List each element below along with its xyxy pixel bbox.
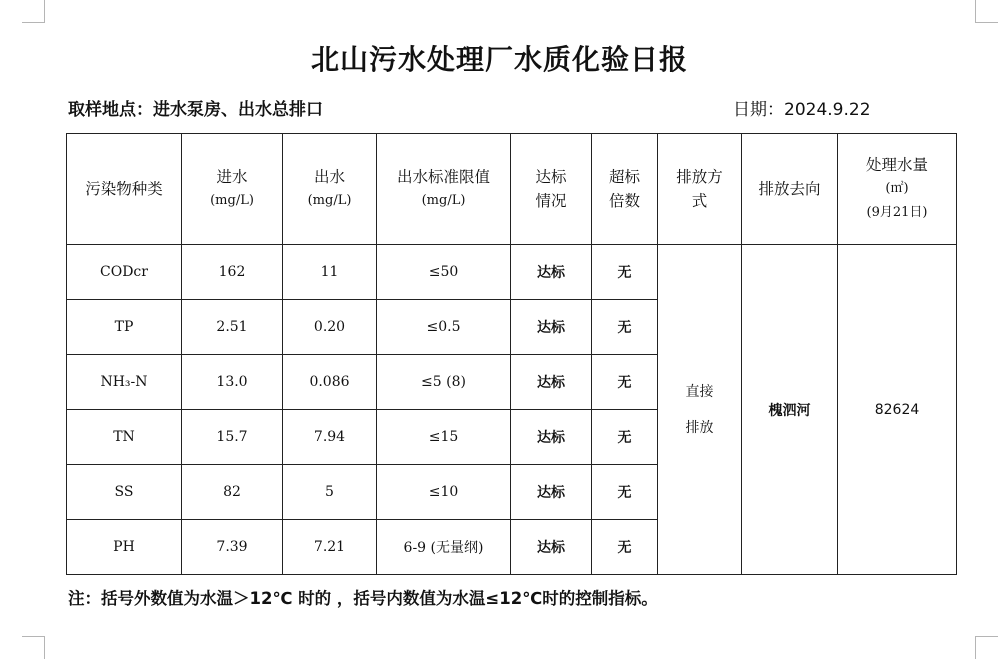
cell-influent: 162: [182, 245, 283, 300]
header-influent: 进水 (mg/L): [182, 134, 283, 245]
crop-mark-top-right: [975, 0, 998, 23]
cell-pollutant: TN: [67, 410, 182, 465]
cell-limit: ≤15: [377, 410, 511, 465]
cell-exceed: 无: [592, 245, 658, 300]
cell-effluent: 7.21: [283, 520, 377, 575]
footnote: 注：括号外数值为水温＞12℃ 时的 ，括号内数值为水温≤12℃时的控制指标。: [68, 589, 658, 608]
cell-compliance: 达标: [511, 520, 592, 575]
header-exceed: 超标 倍数: [592, 134, 658, 245]
water-quality-table: [66, 133, 957, 575]
header-discharge-destination: 排放去向: [742, 134, 838, 245]
table-header-row: [67, 134, 957, 245]
cell-influent: 82: [182, 465, 283, 520]
cell-pollutant: TP: [67, 300, 182, 355]
cell-compliance: 达标: [511, 465, 592, 520]
report-date: 日期：2024.9.22: [733, 100, 871, 120]
header-discharge-method: 排放方 式: [658, 134, 742, 245]
crop-mark-bottom-left: [22, 636, 45, 659]
cell-pollutant: CODcr: [67, 245, 182, 300]
cell-exceed: 无: [592, 300, 658, 355]
cell-limit: ≤50: [377, 245, 511, 300]
cell-influent: 7.39: [182, 520, 283, 575]
header-limit: 出水标准限值 (mg/L): [377, 134, 511, 245]
cell-effluent: 0.20: [283, 300, 377, 355]
cell-pollutant: NH₃-N: [67, 355, 182, 410]
cell-effluent: 0.086: [283, 355, 377, 410]
cell-influent: 15.7: [182, 410, 283, 465]
cell-limit: 6-9 (无量纲): [377, 520, 511, 575]
cell-compliance: 达标: [511, 245, 592, 300]
cell-pollutant: PH: [67, 520, 182, 575]
header-compliance: 达标 情况: [511, 134, 592, 245]
cell-effluent: 7.94: [283, 410, 377, 465]
cell-discharge-method: 直接 排放: [658, 245, 742, 575]
cell-discharge-destination: 槐泗河: [742, 245, 838, 575]
cell-exceed: 无: [592, 465, 658, 520]
cell-limit: ≤10: [377, 465, 511, 520]
cell-exceed: 无: [592, 410, 658, 465]
crop-mark-bottom-right: [975, 636, 998, 659]
cell-compliance: 达标: [511, 410, 592, 465]
cell-influent: 2.51: [182, 300, 283, 355]
header-pollutant: 污染物种类: [67, 134, 182, 245]
cell-compliance: 达标: [511, 300, 592, 355]
cell-pollutant: SS: [67, 465, 182, 520]
report-title: 北山污水处理厂水质化验日报: [310, 43, 688, 76]
cell-effluent: 5: [283, 465, 377, 520]
header-effluent: 出水 (mg/L): [283, 134, 377, 245]
cell-exceed: 无: [592, 520, 658, 575]
cell-influent: 13.0: [182, 355, 283, 410]
cell-effluent: 11: [283, 245, 377, 300]
sampling-location: 取样地点：进水泵房、出水总排口: [68, 100, 323, 120]
table-row: [67, 245, 957, 300]
cell-compliance: 达标: [511, 355, 592, 410]
header-volume: 处理水量 (㎡) (9月21日): [838, 134, 957, 245]
cell-limit: ≤5 (8): [377, 355, 511, 410]
cell-volume: 82624: [838, 245, 957, 575]
cell-exceed: 无: [592, 355, 658, 410]
crop-mark-top-left: [22, 0, 45, 23]
cell-limit: ≤0.5: [377, 300, 511, 355]
